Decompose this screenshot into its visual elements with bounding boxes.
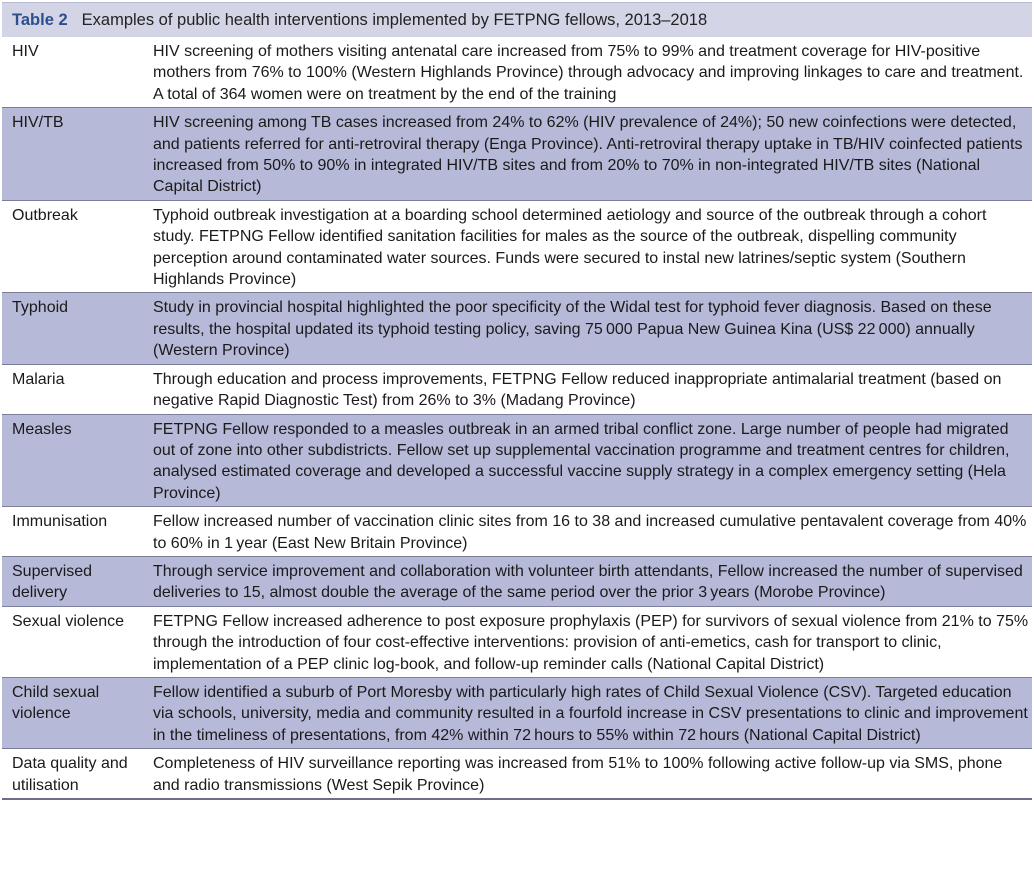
row-category: Sexual violence [2, 606, 152, 677]
table-row-outbreak [2, 200, 1032, 293]
row-category: Malaria [2, 364, 152, 414]
table-container [2, 2, 1032, 800]
table-title: Examples of public health interventions implemented by FETPNG fellows, 2013–2018 [81, 10, 708, 29]
row-description: Completeness of HIV surveillance reporting was increased from 51% to 100% following active follow-up via SMS, phone and radio transmissions (West Sepik Province) [152, 749, 1032, 799]
row-category: Supervised delivery [2, 556, 152, 606]
row-category: Measles [2, 414, 152, 507]
table-row-malaria [2, 364, 1032, 414]
table-row-measles [2, 414, 1032, 507]
row-category: Typhoid [2, 293, 152, 364]
table-row-hiv-tb [2, 108, 1032, 201]
row-description: FETPNG Fellow increased adherence to post exposure prophylaxis (PEP) for survivors of sexual violence from 21% to 75% through the introduction of four cost-effective interventions: provision of anti-emetics, cash for transport to clinic, implementation of a PEP clinic log-book, and follow-up reminder calls (National Capital District) [152, 606, 1032, 677]
row-category: Child sexual violence [2, 677, 152, 748]
row-description: Typhoid outbreak investigation at a boarding school determined aetiology and source of the outbreak through a cohort study. FETPNG Fellow identified sanitation facilities for males as the source of the outbreak, dispelling community perception around contaminated water sources. Funds were secured to instal new latrines/septic system (Southern Highlands Province) [152, 200, 1032, 293]
row-description: Through education and process improvements, FETPNG Fellow reduced inappropriate antimalarial treatment (based on negative Rapid Diagnostic Test) from 26% to 3% (Madang Province) [152, 364, 1032, 414]
table-row-immunisation [2, 507, 1032, 557]
table-caption [2, 2, 1032, 37]
row-category: Data quality and utilisation [2, 749, 152, 799]
table-row-data-quality [2, 749, 1032, 799]
table-label: Table 2 [12, 10, 68, 29]
row-description: Fellow increased number of vaccination clinic sites from 16 to 38 and increased cumulative pentavalent coverage from 40% to 60% in 1 year (East New Britain Province) [152, 507, 1032, 557]
row-description: Fellow identified a suburb of Port Moresby with particularly high rates of Child Sexual Violence (CSV). Targeted education via schools, university, media and community resulted in a fourfold increase in CSV presentations to clinic and improvement in the timeliness of presentations, from 42% within 72 hours to 55% within 72 hours (National Capital District) [152, 677, 1032, 748]
row-description: FETPNG Fellow responded to a measles outbreak in an armed tribal conflict zone. Large number of people had migrated out of zone into other subdistricts. Fellow set up supplemental vaccination programme and treatment centres for children, analysed estimated coverage and developed a successful vaccine supply strategy in a complex emergency setting (Hela Province) [152, 414, 1032, 507]
row-description: Through service improvement and collaboration with volunteer birth attendants, Fellow increased the number of supervised deliveries to 15, almost double the average of the same period over the prior 3 years (Morobe Province) [152, 556, 1032, 606]
row-category: Outbreak [2, 200, 152, 293]
row-category: Immunisation [2, 507, 152, 557]
row-description: HIV screening among TB cases increased from 24% to 62% (HIV prevalence of 24%); 50 new coinfections were detected, and patients referred for anti-retroviral therapy (Enga Province). Anti-retroviral therapy uptake in TB/HIV coinfected patients increased from 50% to 90% in integrated HIV/TB sites and from 20% to 70% in non-integrated HIV/TB sites (National Capital District) [152, 108, 1032, 201]
table-row-child-sexual-violence [2, 677, 1032, 748]
row-category: HIV [2, 37, 152, 108]
table-row-hiv [2, 37, 1032, 108]
table-row-sexual-violence [2, 606, 1032, 677]
row-description: Study in provincial hospital highlighted the poor specificity of the Widal test for typhoid fever diagnosis. Based on these results, the hospital updated its typhoid testing policy, saving 75 000 Papua New Guinea Kina (US$ 22 000) annually (Western Province) [152, 293, 1032, 364]
interventions-table [2, 37, 1032, 800]
table-row-supervised-delivery [2, 556, 1032, 606]
row-description: HIV screening of mothers visiting antenatal care increased from 75% to 99% and treatment coverage for HIV-positive mothers from 76% to 100% (Western Highlands Province) through advocacy and improving linkages to care and treatment. A total of 364 women were on treatment by the end of the training [152, 37, 1032, 108]
table-row-typhoid [2, 293, 1032, 364]
row-category: HIV/TB [2, 108, 152, 201]
